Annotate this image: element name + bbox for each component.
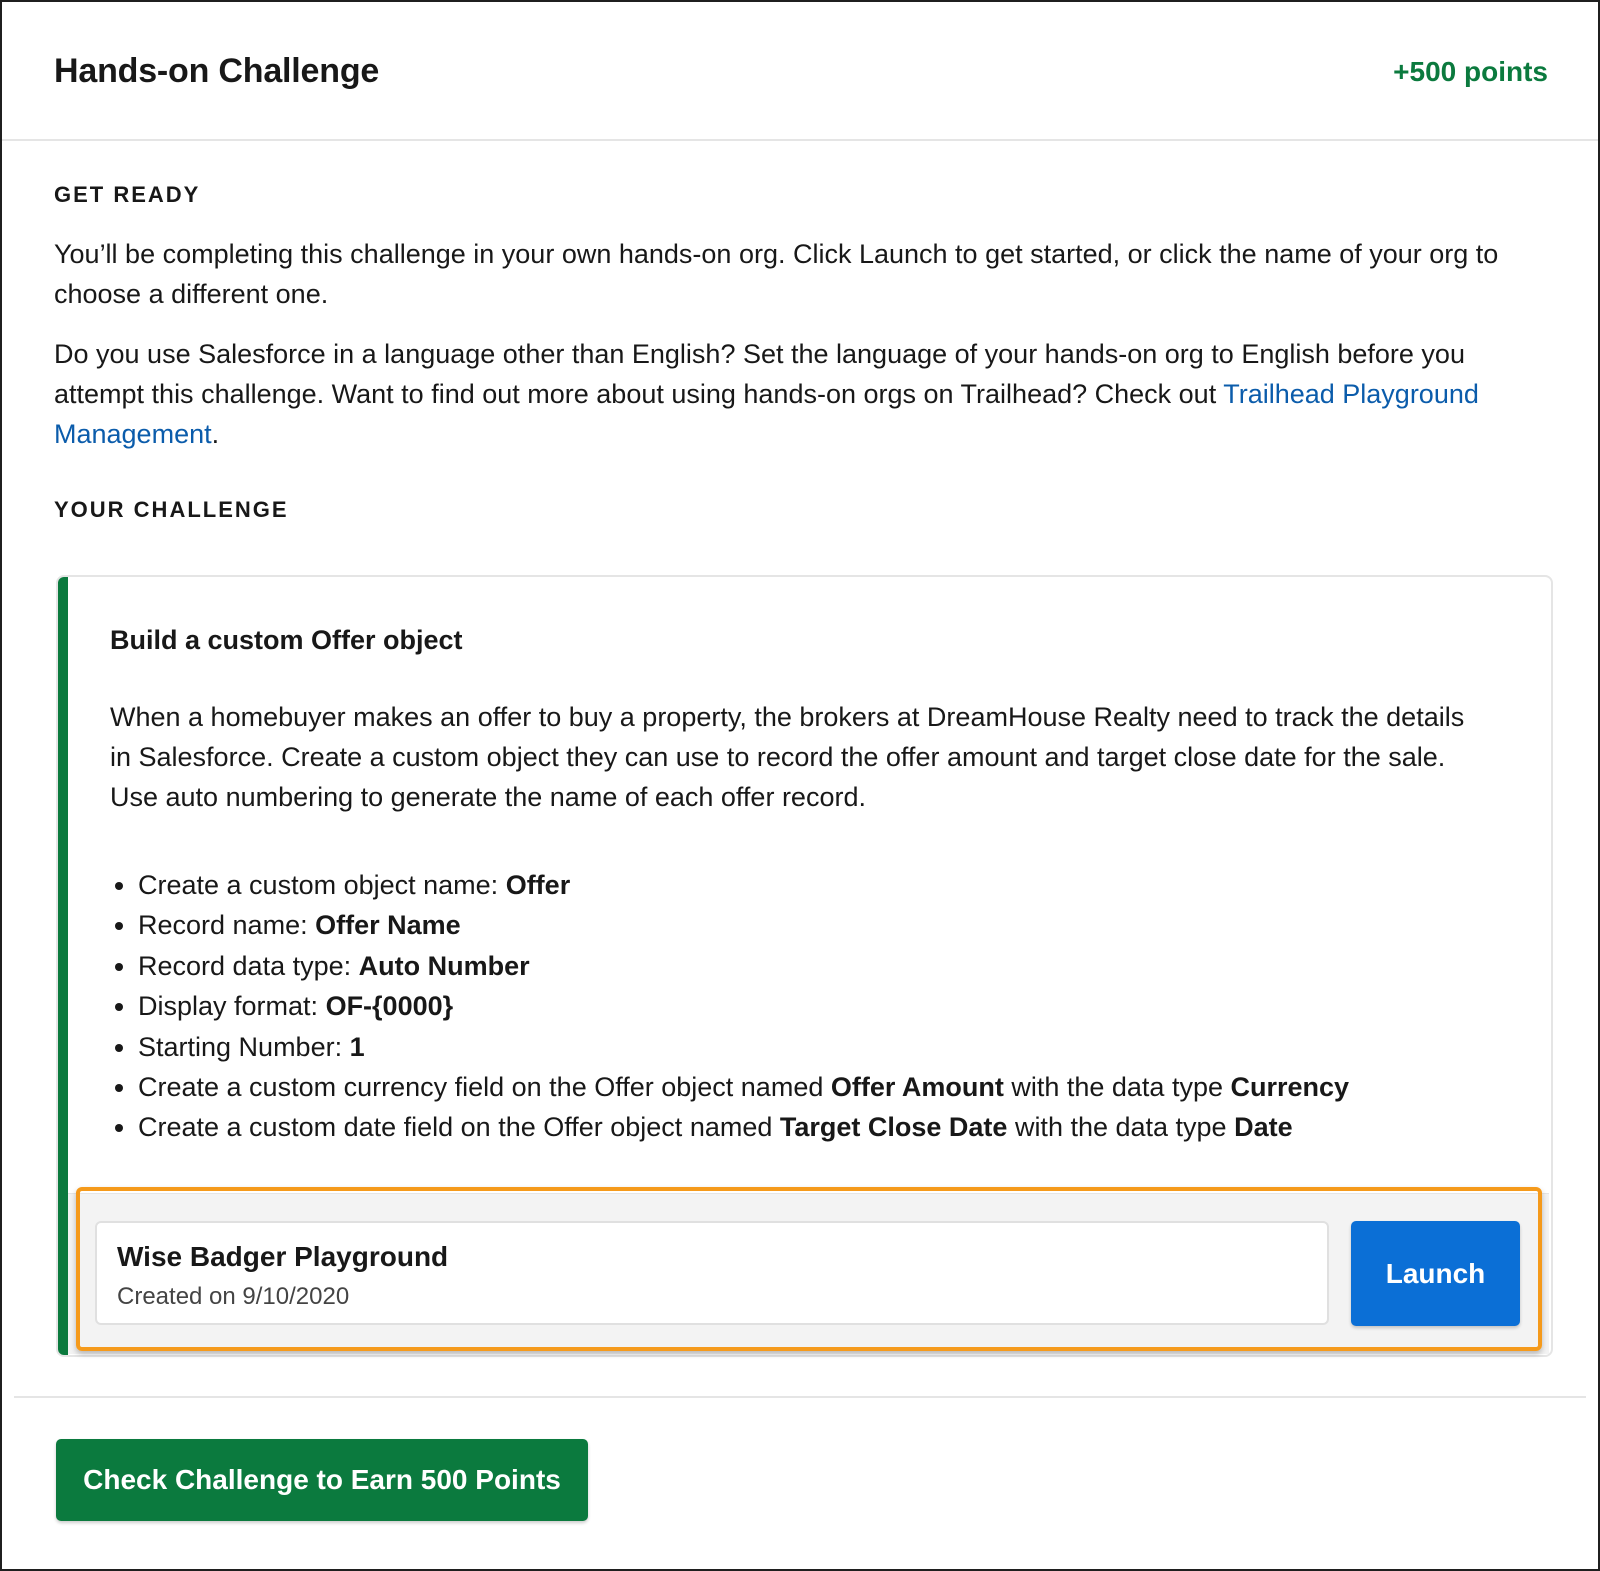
requirement-item (138, 865, 1349, 905)
challenge-title: Build a custom Offer object (110, 625, 463, 655)
language-paragraph-end: . (211, 419, 220, 449)
requirement-text: Create a custom object name: (138, 870, 506, 900)
requirement-item (138, 905, 1349, 945)
your-challenge-label: YOUR CHALLENGE (54, 497, 289, 522)
language-paragraph (54, 334, 1554, 454)
challenge-header (2, 2, 1598, 141)
requirement-text: Create a custom currency field on the Offer object named (138, 1072, 831, 1103)
launch-button[interactable]: Launch (1351, 1221, 1520, 1326)
requirement-text: Create a custom date field on the Offer object named (138, 1112, 780, 1143)
requirement-text: with the data type (1003, 1072, 1231, 1103)
requirement-value: Offer Name (315, 910, 461, 941)
requirement-item (138, 1027, 1349, 1067)
requirement-item (138, 1067, 1349, 1107)
language-paragraph-text: Do you use Salesforce in a language other than English? Set the language of your hands-on org to English before you attempt this challenge. Want to find out more about using hands-on orgs on Trailhead? Check out (54, 339, 1465, 409)
org-name[interactable]: Wise Badger Playground (117, 1241, 449, 1272)
org-selector[interactable] (95, 1221, 1329, 1325)
requirement-value: 1 (349, 1031, 365, 1062)
footer-divider (14, 1396, 1586, 1398)
card-accent-bar (58, 577, 68, 1355)
org-created-date: Created on 9/10/2020 (117, 1283, 350, 1310)
requirement-text: Record data type: (138, 950, 359, 981)
requirement-text: Record name: (138, 910, 316, 941)
points-badge: +500 points (1393, 56, 1548, 87)
requirement-value: Target Close Date (779, 1112, 1008, 1143)
requirements-list (110, 865, 1349, 1148)
requirement-value: OF-{0000} (325, 991, 454, 1022)
playground-management-link[interactable]: Trailhead Playground Management (54, 379, 1479, 449)
requirement-value: Date (1234, 1112, 1293, 1143)
page-title: Hands-on Challenge (54, 52, 380, 90)
challenge-description: When a homebuyer makes an offer to buy a property, the brokers at DreamHouse Realty need to track the details in Salesforce. Create a custom object they can use to record the offer amount and target close date for the sale. Use auto numbering to generate the name of each offer record. (110, 702, 1465, 812)
check-challenge-button[interactable]: Check Challenge to Earn 500 Points (56, 1439, 588, 1521)
requirement-value: Offer (505, 870, 571, 900)
requirement-value: Offer Amount (830, 1072, 1004, 1103)
requirement-value: Auto Number (358, 950, 530, 981)
requirement-item (138, 986, 1349, 1026)
requirement-text: Starting Number: (138, 1031, 350, 1062)
requirement-item (138, 1107, 1349, 1147)
get-ready-paragraph: You’ll be completing this challenge in your own hands-on org. Click Launch to get started, or click the name of your org to choose a different one. (54, 239, 1499, 309)
requirement-value: Currency (1230, 1072, 1350, 1103)
requirement-text: Display format: (138, 991, 326, 1022)
requirement-text: with the data type (1007, 1112, 1235, 1143)
requirement-item (138, 946, 1349, 986)
get-ready-label: GET READY (54, 182, 201, 207)
